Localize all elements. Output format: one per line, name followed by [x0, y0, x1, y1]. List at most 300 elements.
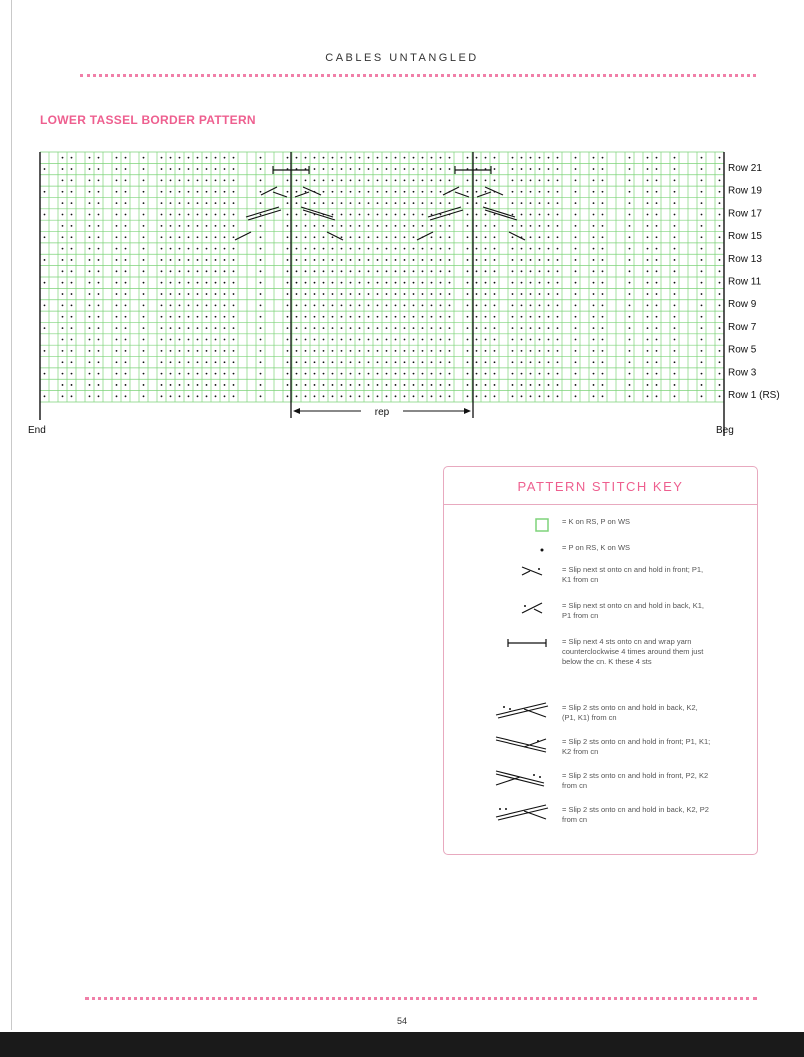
purl-dot	[314, 361, 316, 363]
purl-dot	[530, 384, 532, 386]
purl-dot	[179, 316, 181, 318]
purl-dot	[341, 305, 343, 307]
purl-dot	[332, 236, 334, 238]
purl-dot	[296, 327, 298, 329]
cross-back-purl-icon	[484, 599, 559, 629]
purl-dot	[494, 270, 496, 272]
purl-dot	[125, 384, 127, 386]
purl-dot	[359, 327, 361, 329]
purl-dot	[575, 180, 577, 182]
purl-dot	[377, 305, 379, 307]
purl-dot	[521, 293, 523, 295]
purl-dot	[593, 316, 595, 318]
purl-dot	[323, 361, 325, 363]
purl-dot	[368, 316, 370, 318]
purl-dot	[224, 259, 226, 261]
purl-dot	[188, 157, 190, 159]
purl-dot	[602, 305, 604, 307]
purl-dot	[431, 191, 433, 193]
purl-dot	[359, 339, 361, 341]
purl-dot	[476, 293, 478, 295]
purl-dot	[404, 270, 406, 272]
purl-dot	[197, 316, 199, 318]
purl-dot	[368, 373, 370, 375]
purl-dot	[575, 202, 577, 204]
purl-dot	[170, 236, 172, 238]
purl-dot	[224, 373, 226, 375]
purl-dot	[233, 316, 235, 318]
purl-dot	[593, 373, 595, 375]
purl-dot	[197, 202, 199, 204]
purl-dot	[287, 373, 289, 375]
purl-dot	[404, 282, 406, 284]
purl-dot	[62, 214, 64, 216]
purl-dot	[521, 373, 523, 375]
purl-dot	[350, 339, 352, 341]
purl-dot	[593, 395, 595, 397]
purl-dot	[161, 316, 163, 318]
purl-dot	[674, 270, 676, 272]
purl-dot	[44, 395, 46, 397]
purl-dot	[548, 316, 550, 318]
purl-dot	[305, 180, 307, 182]
purl-dot	[323, 282, 325, 284]
purl-dot	[170, 270, 172, 272]
purl-dot	[161, 361, 163, 363]
purl-dot	[404, 157, 406, 159]
purl-dot	[404, 236, 406, 238]
purl-dot	[89, 339, 91, 341]
purl-dot	[170, 214, 172, 216]
purl-dot	[359, 259, 361, 261]
purl-dot	[593, 225, 595, 227]
purl-dot	[368, 157, 370, 159]
purl-dot	[116, 180, 118, 182]
purl-dot	[197, 361, 199, 363]
purl-dot	[314, 384, 316, 386]
purl-dot	[413, 361, 415, 363]
purl-dot	[98, 248, 100, 250]
purl-dot	[719, 384, 721, 386]
purl-dot	[629, 305, 631, 307]
key-text-cross-back: = Slip next st onto cn and hold in back, K1, P1 from cn	[562, 601, 704, 620]
purl-dot	[476, 384, 478, 386]
purl-dot	[170, 373, 172, 375]
purl-dot	[530, 327, 532, 329]
purl-dot	[548, 270, 550, 272]
purl-dot	[341, 384, 343, 386]
purl-dot	[440, 350, 442, 352]
purl-dot	[431, 202, 433, 204]
purl-dot	[332, 305, 334, 307]
row-label: Row 17	[728, 208, 762, 220]
purl-dot	[719, 395, 721, 397]
purl-dot	[386, 191, 388, 193]
purl-dot	[557, 191, 559, 193]
purl-dot	[521, 157, 523, 159]
purl-dot	[557, 373, 559, 375]
purl-dot	[539, 316, 541, 318]
purl-dot	[170, 293, 172, 295]
purl-dot	[539, 157, 541, 159]
purl-dot	[143, 180, 145, 182]
purl-dot	[422, 248, 424, 250]
purl-dot	[602, 180, 604, 182]
purl-dot	[161, 180, 163, 182]
purl-dot	[449, 339, 451, 341]
purl-dot	[170, 305, 172, 307]
purl-dot	[656, 350, 658, 352]
purl-dot	[368, 339, 370, 341]
purl-dot	[296, 373, 298, 375]
purl-dot	[341, 259, 343, 261]
purl-dot	[215, 191, 217, 193]
purl-dot	[368, 270, 370, 272]
purl-dot	[341, 270, 343, 272]
purl-dot	[629, 282, 631, 284]
purl-dot	[422, 395, 424, 397]
purl-dot	[350, 191, 352, 193]
purl-dot	[233, 350, 235, 352]
purl-dot	[485, 339, 487, 341]
purl-dot	[161, 339, 163, 341]
purl-dot	[233, 327, 235, 329]
purl-dot	[674, 327, 676, 329]
purl-dot	[125, 180, 127, 182]
purl-dot	[593, 180, 595, 182]
purl-dot	[647, 305, 649, 307]
purl-dot	[449, 361, 451, 363]
purl-dot	[305, 293, 307, 295]
purl-dot	[602, 339, 604, 341]
purl-dot	[89, 248, 91, 250]
purl-dot	[674, 395, 676, 397]
purl-dot	[602, 327, 604, 329]
purl-dot	[179, 214, 181, 216]
purl-dot	[539, 384, 541, 386]
purl-dot	[368, 248, 370, 250]
purl-dot	[296, 270, 298, 272]
purl-dot	[341, 316, 343, 318]
purl-dot	[296, 305, 298, 307]
chart-svg	[0, 0, 804, 460]
purl-dot	[395, 293, 397, 295]
purl-dot	[125, 168, 127, 170]
purl-dot	[116, 157, 118, 159]
purl-dot	[440, 282, 442, 284]
purl-dot	[233, 373, 235, 375]
purl-dot	[404, 202, 406, 204]
purl-dot	[377, 225, 379, 227]
purl-dot	[341, 373, 343, 375]
purl-dot	[143, 305, 145, 307]
purl-dot	[647, 316, 649, 318]
purl-dot	[494, 384, 496, 386]
purl-dot	[197, 248, 199, 250]
purl-dot	[215, 373, 217, 375]
purl-dot	[404, 259, 406, 261]
purl-dot	[179, 384, 181, 386]
purl-dot	[143, 282, 145, 284]
purl-dot	[161, 191, 163, 193]
purl-dot	[305, 316, 307, 318]
purl-dot	[485, 270, 487, 272]
purl-dot	[647, 384, 649, 386]
purl-dot	[647, 395, 649, 397]
purl-dot	[89, 316, 91, 318]
purl-dot	[179, 157, 181, 159]
purl-dot	[485, 248, 487, 250]
purl-dot	[467, 180, 469, 182]
purl-dot	[323, 259, 325, 261]
purl-dot	[674, 248, 676, 250]
purl-dot	[593, 270, 595, 272]
purl-dot	[701, 202, 703, 204]
purl-dot	[332, 373, 334, 375]
purl-dot	[539, 191, 541, 193]
row-label: Row 21	[728, 163, 762, 174]
purl-dot	[602, 202, 604, 204]
purl-dot	[98, 157, 100, 159]
purl-dot	[206, 293, 208, 295]
purl-dot	[413, 191, 415, 193]
key-text-knit: = K on RS, P on WS	[562, 517, 631, 526]
purl-dot	[44, 236, 46, 238]
purl-dot	[449, 293, 451, 295]
purl-dot	[161, 384, 163, 386]
purl-dot	[485, 384, 487, 386]
purl-dot	[431, 339, 433, 341]
purl-dot	[179, 180, 181, 182]
purl-dot	[521, 248, 523, 250]
purl-dot	[386, 202, 388, 204]
purl-dot	[98, 168, 100, 170]
purl-dot	[233, 168, 235, 170]
purl-dot	[467, 202, 469, 204]
purl-dot	[413, 373, 415, 375]
purl-dot	[593, 157, 595, 159]
purl-dot	[629, 361, 631, 363]
purl-dot	[548, 180, 550, 182]
purl-dot	[548, 282, 550, 284]
purl-dot	[125, 202, 127, 204]
purl-dot	[629, 316, 631, 318]
purl-dot	[224, 293, 226, 295]
purl-dot	[350, 293, 352, 295]
purl-dot	[548, 225, 550, 227]
purl-dot	[494, 259, 496, 261]
purl-dot	[386, 305, 388, 307]
purl-dot	[449, 168, 451, 170]
purl-dot	[440, 395, 442, 397]
purl-dot	[431, 395, 433, 397]
purl-dot	[98, 373, 100, 375]
purl-dot	[143, 373, 145, 375]
purl-dot	[476, 214, 478, 216]
purl-dot	[404, 327, 406, 329]
purl-dot	[422, 259, 424, 261]
purl-dot	[116, 373, 118, 375]
purl-dot	[197, 327, 199, 329]
purl-dot	[467, 214, 469, 216]
purl-dot	[422, 157, 424, 159]
purl-dot	[674, 293, 676, 295]
purl-dot	[170, 248, 172, 250]
purl-dot	[422, 361, 424, 363]
purl-dot	[161, 157, 163, 159]
cable-2-front-purl-icon	[484, 769, 559, 799]
purl-dot	[719, 350, 721, 352]
purl-dot	[62, 384, 64, 386]
purl-dot	[125, 270, 127, 272]
purl-dot	[62, 282, 64, 284]
purl-dot	[701, 157, 703, 159]
purl-dot	[323, 157, 325, 159]
purl-dot	[557, 305, 559, 307]
purl-dot	[224, 248, 226, 250]
purl-dot	[215, 384, 217, 386]
purl-dot	[206, 339, 208, 341]
purl-dot	[224, 270, 226, 272]
purl-dot	[359, 157, 361, 159]
purl-dot	[521, 327, 523, 329]
purl-dot	[368, 350, 370, 352]
purl-dot	[206, 327, 208, 329]
purl-dot	[323, 384, 325, 386]
purl-dot	[386, 361, 388, 363]
purl-dot	[602, 225, 604, 227]
purl-dot	[656, 395, 658, 397]
purl-dot	[512, 202, 514, 204]
row-label: Row 19	[728, 185, 762, 197]
purl-dot	[449, 395, 451, 397]
purl-dot	[332, 282, 334, 284]
purl-dot	[701, 225, 703, 227]
purl-dot	[521, 259, 523, 261]
purl-dot	[647, 373, 649, 375]
purl-dot	[296, 202, 298, 204]
purl-dot	[71, 305, 73, 307]
purl-dot	[386, 270, 388, 272]
purl-dot	[332, 327, 334, 329]
purl-dot	[287, 270, 289, 272]
cable-stroke	[235, 232, 251, 240]
purl-dot	[197, 225, 199, 227]
purl-dot	[413, 339, 415, 341]
purl-dot	[350, 305, 352, 307]
purl-dot	[116, 293, 118, 295]
purl-dot	[521, 395, 523, 397]
purl-dot	[575, 395, 577, 397]
purl-dot	[413, 316, 415, 318]
purl-dot	[647, 191, 649, 193]
purl-dot	[71, 225, 73, 227]
purl-dot	[161, 327, 163, 329]
purl-dot	[296, 236, 298, 238]
purl-dot	[494, 225, 496, 227]
cable-stroke	[295, 192, 309, 197]
purl-dot	[530, 339, 532, 341]
purl-dot	[296, 293, 298, 295]
purl-dot	[314, 236, 316, 238]
purl-dot	[386, 168, 388, 170]
purl-dot	[116, 248, 118, 250]
purl-dot	[431, 270, 433, 272]
purl-dot	[431, 225, 433, 227]
purl-dot	[395, 361, 397, 363]
purl-dot	[179, 236, 181, 238]
purl-dot	[494, 236, 496, 238]
purl-dot	[62, 157, 64, 159]
purl-dot	[350, 373, 352, 375]
purl-dot	[440, 225, 442, 227]
purl-dot	[575, 282, 577, 284]
purl-dot	[206, 259, 208, 261]
purl-dot	[548, 157, 550, 159]
purl-dot	[125, 214, 127, 216]
purl-dot	[143, 339, 145, 341]
purl-dot	[233, 191, 235, 193]
purl-dot	[719, 225, 721, 227]
purl-dot	[413, 157, 415, 159]
purl-dot	[224, 350, 226, 352]
purl-dot	[593, 293, 595, 295]
purl-dot	[62, 270, 64, 272]
purl-dot	[359, 350, 361, 352]
purl-dot	[377, 236, 379, 238]
purl-dot	[359, 293, 361, 295]
purl-dot	[287, 305, 289, 307]
purl-dot	[521, 384, 523, 386]
purl-dot	[440, 270, 442, 272]
purl-dot	[188, 361, 190, 363]
purl-dot	[296, 180, 298, 182]
purl-dot	[62, 316, 64, 318]
purl-dot	[512, 180, 514, 182]
purl-dot	[719, 202, 721, 204]
purl-dot	[701, 248, 703, 250]
purl-dot	[602, 214, 604, 216]
purl-dot	[467, 384, 469, 386]
purl-dot	[548, 305, 550, 307]
page-number: 54	[396, 1016, 407, 1026]
purl-dot	[557, 327, 559, 329]
purl-dot	[143, 157, 145, 159]
purl-dot	[485, 361, 487, 363]
purl-dot	[440, 305, 442, 307]
purl-dot	[296, 191, 298, 193]
purl-dot	[404, 350, 406, 352]
purl-dot	[476, 270, 478, 272]
purl-dot	[647, 293, 649, 295]
purl-dot	[305, 202, 307, 204]
purl-dot	[647, 180, 649, 182]
purl-dot	[350, 327, 352, 329]
purl-dot	[575, 157, 577, 159]
purl-dot	[719, 361, 721, 363]
purl-dot	[260, 202, 262, 204]
purl-dot	[260, 293, 262, 295]
purl-dot	[629, 339, 631, 341]
purl-dot	[395, 259, 397, 261]
purl-dot	[188, 293, 190, 295]
purl-dot	[593, 202, 595, 204]
purl-dot	[98, 350, 100, 352]
purl-dot	[305, 395, 307, 397]
scan-border	[0, 1032, 804, 1057]
purl-dot	[368, 395, 370, 397]
purl-dot	[368, 259, 370, 261]
